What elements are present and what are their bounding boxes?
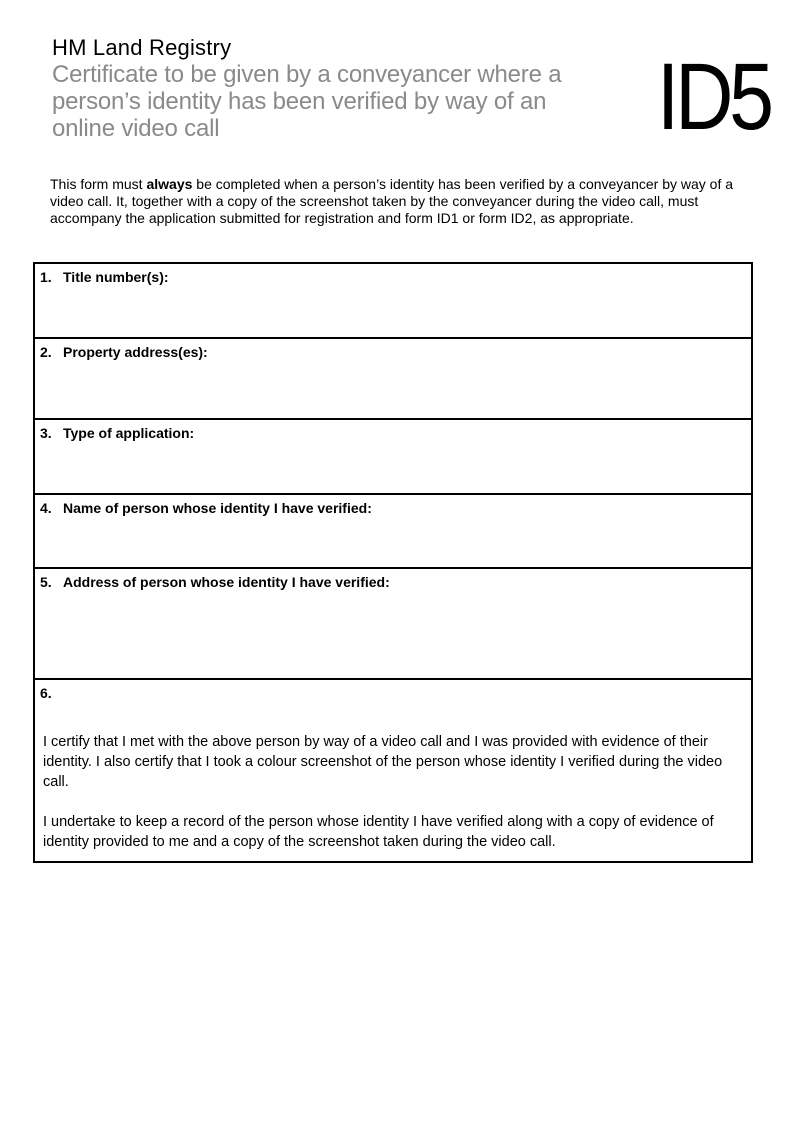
form-row-person-name — [35, 495, 751, 569]
field-label-text: Address of person whose identity I have verified: — [63, 574, 390, 590]
field-number: 5. — [40, 574, 52, 590]
title-numbers-input-area[interactable] — [35, 288, 751, 337]
intro-bold-word: always — [146, 176, 193, 192]
application-type-input-area[interactable] — [35, 444, 751, 493]
form-row-certification — [35, 680, 751, 861]
field-label-text: Title number(s): — [63, 269, 169, 285]
person-address-label — [35, 569, 751, 590]
field-label-text: Type of application: — [63, 425, 195, 441]
field-number: 6. — [40, 685, 52, 701]
form-table — [33, 262, 753, 863]
certification-number-label — [35, 680, 751, 701]
property-address-input-area[interactable] — [35, 363, 751, 418]
subtitle-line-1: Certificate to be given by a conveyancer where a — [52, 61, 562, 88]
title-numbers-label — [35, 264, 751, 285]
intro-text-end: be completed when a person’s identity has been verified by a conveyancer by way of a video call. It, together with a copy of the screenshot taken by the conveyancer during the video call, must accompany the application submitted for registration and form ID1 or form ID2, as appropriate. — [50, 176, 734, 226]
form-row-property-address — [35, 339, 751, 420]
org-title: HM Land Registry — [52, 35, 232, 60]
property-address-label — [35, 339, 751, 360]
form-row-person-address — [35, 569, 751, 680]
application-type-label — [35, 420, 751, 441]
person-name-input-area[interactable] — [35, 519, 751, 567]
certification-paragraph: I certify that I met with the above person by way of a video call and I was provided with evidence of their identity. I also certify that I took a colour screenshot of the person whose identity I verified during the video call. — [43, 734, 723, 790]
field-number: 1. — [40, 269, 52, 285]
field-label-text: Name of person whose identity I have verified: — [63, 500, 372, 516]
form-row-application-type — [35, 420, 751, 495]
intro-paragraph — [50, 176, 756, 227]
intro-text-start: This form must — [50, 176, 147, 192]
field-number: 2. — [40, 344, 52, 360]
form-code-mark: ID5 — [657, 44, 770, 150]
person-name-label — [35, 495, 751, 516]
field-label-text: Property address(es): — [63, 344, 208, 360]
field-number: 3. — [40, 425, 52, 441]
form-row-title-numbers — [35, 264, 751, 339]
person-address-input-area[interactable] — [35, 593, 751, 678]
field-number: 4. — [40, 500, 52, 516]
form-subtitle — [52, 61, 561, 142]
subtitle-line-2: person’s identity has been verified by way of an — [52, 88, 547, 115]
subtitle-line-3: online video call — [52, 115, 220, 142]
undertaking-paragraph: I undertake to keep a record of the person whose identity I have verified along with a copy of evidence of identity provided to me and a copy of the screenshot taken during the video call. — [43, 814, 714, 850]
